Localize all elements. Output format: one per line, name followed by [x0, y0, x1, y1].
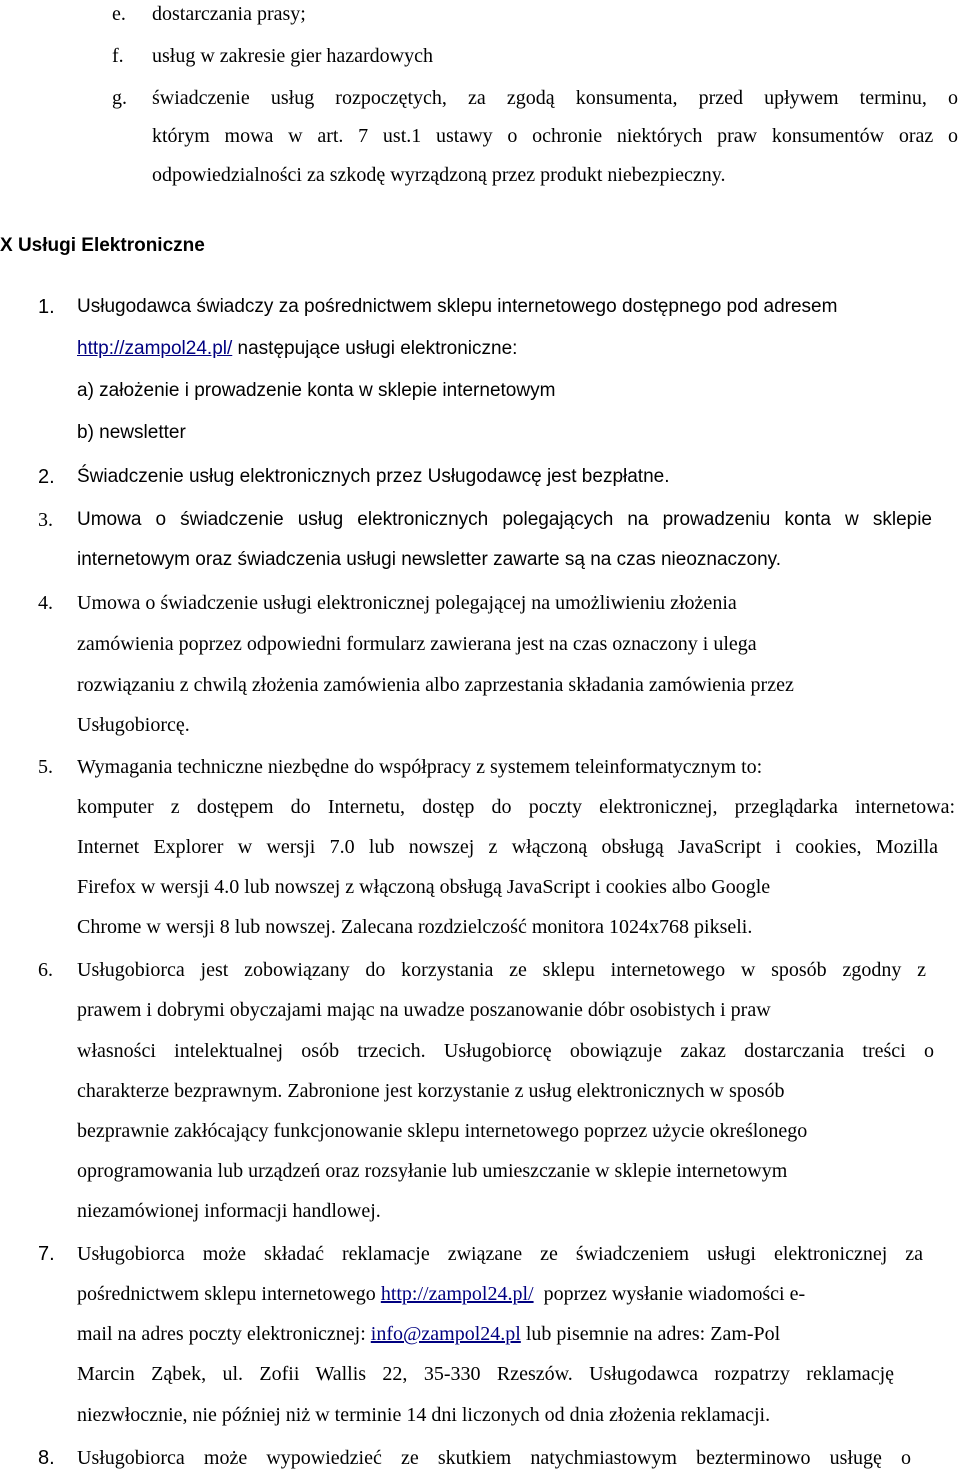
item-marker-7: 7.: [38, 1243, 55, 1265]
item-marker-6: 6.: [38, 959, 53, 981]
list-marker-e: e.: [112, 3, 126, 25]
item-1-line2: [77, 337, 517, 361]
list-marker-f: f.: [112, 45, 124, 67]
item-7-line4: Marcin Ząbek, ul. Zofii Wallis 22, 35-330 Rzeszów. Usługodawca rozpatrzy reklamację: [77, 1363, 894, 1385]
item-4-line3: rozwiązaniu z chwilą złożenia zamówienia albo zaprzestania składania zamówienia przez: [77, 674, 794, 696]
item-5-line1: Wymagania techniczne niezbędne do współpracy z systemem teleinformatycznym to:: [77, 756, 763, 778]
list-item-g-line2: którym mowa w art. 7 ust.1 ustawy o ochronie niektórych praw konsumentów oraz o: [152, 125, 958, 147]
item-7-line1: Usługobiorca może składać reklamacje związane ze świadczeniem usługi elektronicznej za: [77, 1243, 923, 1265]
item-7-line3-pre: mail na adres poczty elektronicznej:: [77, 1323, 371, 1345]
item-7-line3: [77, 1322, 780, 1346]
item-1-line2-rest: następujące usługi elektroniczne:: [232, 338, 518, 359]
section-heading: X Usługi Elektroniczne: [0, 235, 205, 256]
item-6-line7: niezamówionej informacji handlowej.: [77, 1200, 381, 1222]
list-item-e: dostarczania prasy;: [152, 3, 306, 25]
item-6-line5: bezprawnie zakłócający funkcjonowanie sklepu internetowego poprzez użycie określonego: [77, 1120, 808, 1142]
item-4-line1: Umowa o świadczenie usługi elektronicznej polegającej na umożliwieniu złożenia: [77, 592, 737, 614]
item-marker-4: 4.: [38, 592, 53, 614]
item-7-line2-post: poprzez wysłanie wiadomości e-: [533, 1283, 806, 1305]
item-3-line2: internetowym oraz świadczenia usługi newsletter zawarte są na czas nieoznaczony.: [77, 549, 782, 570]
item-5-line5: Chrome w wersji 8 lub nowszej. Zalecana rozdzielczość monitora 1024x768 pikseli.: [77, 916, 753, 938]
item-5-line2: komputer z dostępem do Internetu, dostęp do poczty elektronicznej, przeglądarka internetowa:: [77, 796, 955, 818]
item-5-line4: Firefox w wersji 4.0 lub nowszej z włączoną obsługą JavaScript i cookies albo Google: [77, 876, 771, 898]
item-5-line3: Internet Explorer w wersji 7.0 lub nowszej z włączoną obsługą JavaScript i cookies, Mozilla: [77, 836, 938, 858]
item-6-line3: własności intelektualnej osób trzecich. Usługobiorcę obowiązuje zakaz dostarczania treści o: [77, 1040, 934, 1062]
item-marker-1: 1.: [38, 296, 55, 318]
item-1-sub-a: a) założenie i prowadzenie konta w sklepie internetowym: [77, 380, 556, 401]
list-item-f: usług w zakresie gier hazardowych: [152, 45, 433, 67]
item-1-line1: Usługodawca świadczy za pośrednictwem sklepu internetowego dostępnego pod adresem: [77, 296, 838, 317]
item-marker-3: 3.: [38, 509, 53, 531]
item-marker-8: 8.: [38, 1447, 55, 1469]
item-6-line2: prawem i dobrymi obyczajami mając na uwadze poszanowanie dóbr osobistych i praw: [77, 999, 771, 1021]
item-8-line1: Usługobiorca może wypowiedzieć ze skutkiem natychmiastowym bezterminowo usługę o: [77, 1447, 911, 1469]
email-link[interactable]: info@zampol24.pl: [370, 1323, 521, 1345]
item-7-line3-post: lub pisemnie na adres: Zam-Pol: [520, 1323, 781, 1345]
item-1-sub-b: b) newsletter: [77, 422, 186, 443]
item-2-line1: Świadczenie usług elektronicznych przez Usługodawcę jest bezpłatne.: [77, 466, 670, 487]
item-4-line2: zamówienia poprzez odpowiedni formularz zawierana jest na czas oznaczony i ulega: [77, 633, 757, 655]
shop-link-2[interactable]: http://zampol24.pl/: [380, 1283, 534, 1305]
list-item-g-line3: odpowiedzialności za szkodę wyrządzoną przez produkt niebezpieczny.: [152, 164, 726, 186]
list-marker-g: g.: [112, 87, 127, 109]
item-6-line6: oprogramowania lub urządzeń oraz rozsyłanie lub umieszczanie w sklepie internetowym: [77, 1160, 788, 1182]
shop-link[interactable]: http://zampol24.pl/: [77, 338, 233, 359]
item-7-line2-pre: pośrednictwem sklepu internetowego: [77, 1283, 381, 1305]
item-4-line4: Usługobiorcę.: [77, 714, 190, 736]
list-item-g-line1: świadczenie usług rozpoczętych, za zgodą konsumenta, przed upływem terminu, o: [152, 87, 958, 109]
item-7-line5: niezwłocznie, nie później niż w terminie 14 dni liczonych od dnia złożenia reklamacji.: [77, 1404, 771, 1426]
item-marker-5: 5.: [38, 756, 53, 778]
item-6-line4: charakterze bezprawnym. Zabronione jest korzystanie z usług elektronicznych w sposób: [77, 1080, 785, 1102]
item-marker-2: 2.: [38, 466, 55, 488]
item-7-line2: [77, 1282, 805, 1306]
item-6-line1: Usługobiorca jest zobowiązany do korzystania ze sklepu internetowego w sposób zgodny z: [77, 959, 926, 981]
item-3-line1: Umowa o świadczenie usług elektronicznych polegających na prowadzeniu konta w sklepie: [77, 509, 932, 530]
